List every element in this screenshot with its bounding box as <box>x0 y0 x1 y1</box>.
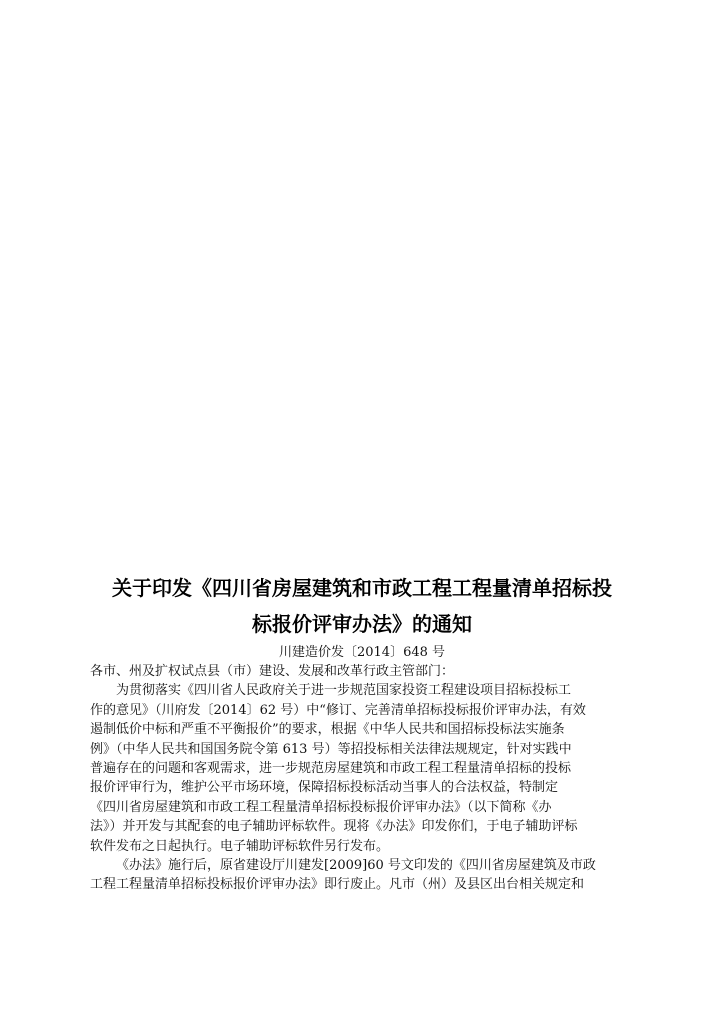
paragraph-line: 普遍存在的问题和客观需求，进一步规范房屋建筑和市政工程工程量清单招标的投标 <box>90 760 572 776</box>
paragraph-line: 为贯彻落实《四川省人民政府关于进一步规范国家投资工程建设项目招标投标工 <box>116 683 572 699</box>
paragraph-line: 工程工程量清单招标投标报价评审办法》即行废止。凡市（州）及县区出台相关规定和 <box>90 877 585 893</box>
paragraph-line: 法》）并开发与其配套的电子辅助评标软件。现将《办法》印发你们，于电子辅助评标 <box>90 819 578 835</box>
paragraph-line: 《办法》施行后，原省建设厅川建发[2009]60 号文印发的《四川省房屋建筑及市政 <box>116 857 596 873</box>
document-body <box>90 662 636 895</box>
paragraph-line: 例》（中华人民共和国国务院令第 613 号）等招投标相关法律法规规定，针对实践中 <box>90 741 572 757</box>
paragraph-line: 《四川省房屋建筑和市政工程工程量清单招标投标报价评审办法》（以下简称《办 <box>90 799 552 815</box>
paragraph-line: 软件发布之日起执行。电子辅助评标软件另行发布。 <box>90 838 390 854</box>
paragraph-line: 报价评审行为，维护公平市场环境，保障招标投标活动当事人的合法权益，特制定 <box>90 780 559 796</box>
paragraph-line: 作的意见》（川府发〔2014〕62 号）中“修订、完善清单招标投标报价评审办法，有效 <box>90 702 586 718</box>
title-line: 关于印发《四川省房屋建筑和市政工程工程量清单招标投 <box>112 576 612 600</box>
document-title <box>86 570 638 642</box>
title-line: 标报价评审办法》的通知 <box>252 612 472 636</box>
paragraph-line: 遏制低价中标和严重不平衡报价”的要求，根据《中华人民共和国招标投标法实施条 <box>90 722 565 738</box>
document-number: 川建造价发〔2014〕648 号 <box>278 645 446 660</box>
salutation-line: 各市、州及扩权试点县（市）建设、发展和改革行政主管部门： <box>90 664 455 679</box>
